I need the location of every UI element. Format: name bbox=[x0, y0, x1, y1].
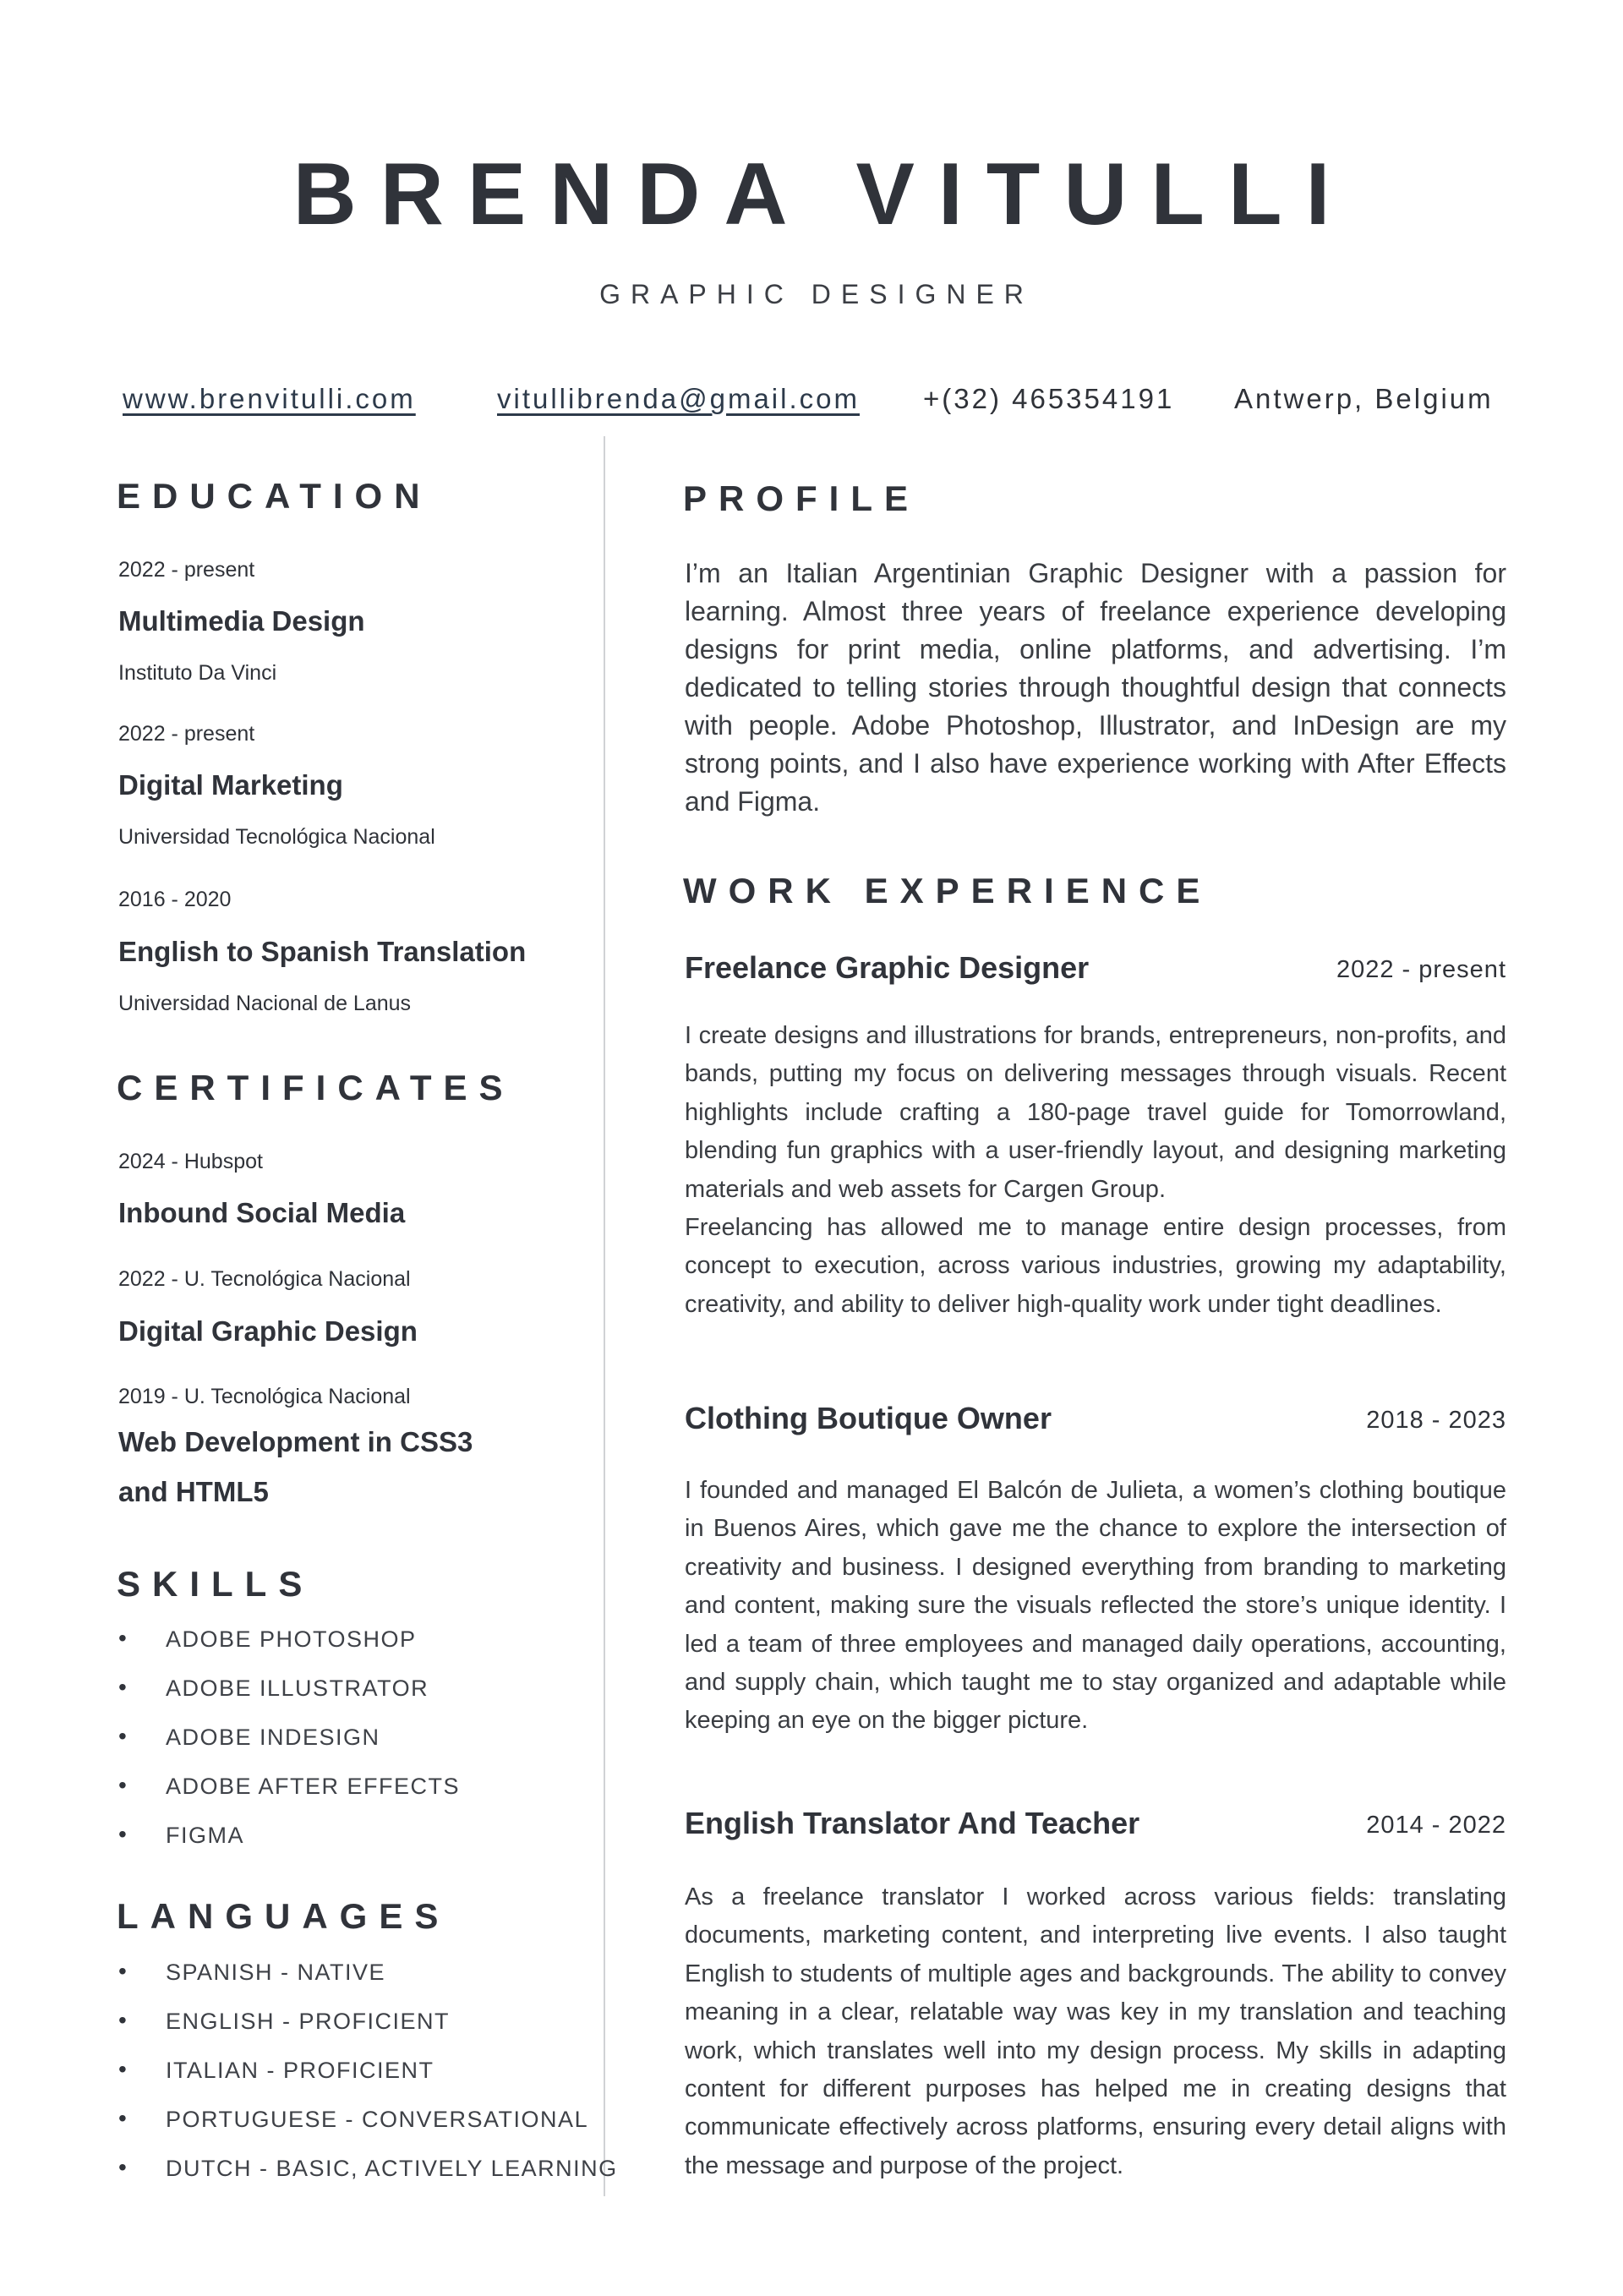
skills-heading: SKILLS bbox=[117, 1564, 314, 1604]
certificate-name: Web Development in CSS3 bbox=[118, 1426, 473, 1457]
list-item: • PORTUGUESE - CONVERSATIONAL bbox=[118, 2108, 618, 2157]
list-item: • ADOBE PHOTOSHOP bbox=[118, 1628, 460, 1677]
column-divider bbox=[604, 436, 605, 2196]
certificate-date: 2024 - Hubspot bbox=[118, 1150, 263, 1173]
certificate-name: and HTML5 bbox=[118, 1476, 269, 1507]
education-date: 2016 - 2020 bbox=[118, 888, 232, 911]
languages-list bbox=[118, 1961, 618, 2206]
job-title: English Translator And Teacher bbox=[685, 1806, 1140, 1840]
education-degree: English to Spanish Translation bbox=[118, 936, 527, 967]
education-degree: Digital Marketing bbox=[118, 769, 343, 801]
job-date: 2022 - present bbox=[1336, 956, 1506, 983]
job-description: Freelancing has allowed me to manage entire design processes, from concept to execution, across various industries, growing my adaptability, creativity, and ability to deliver high-quality work under tight deadlines. bbox=[685, 1214, 1506, 1318]
profile-heading: PROFILE bbox=[683, 478, 921, 518]
work-experience-heading: WORK EXPERIENCE bbox=[683, 871, 1212, 910]
certificate-name: Digital Graphic Design bbox=[118, 1315, 418, 1347]
email-link[interactable]: vitullibrenda@gmail.com bbox=[497, 383, 860, 414]
location: Antwerp, Belgium bbox=[1234, 383, 1494, 414]
list-item: • ADOBE AFTER EFFECTS bbox=[118, 1775, 460, 1824]
certificate-date: 2019 - U. Tecnológica Nacional bbox=[118, 1385, 411, 1408]
job-date: 2014 - 2022 bbox=[1366, 1812, 1506, 1839]
list-item: • SPANISH - NATIVE bbox=[118, 1961, 618, 2010]
certificate-date: 2022 - U. Tecnológica Nacional bbox=[118, 1267, 411, 1291]
list-item: • ENGLISH - PROFICIENT bbox=[118, 2010, 618, 2059]
languages-heading: LANGUAGES bbox=[117, 1896, 451, 1936]
resume-name: BRENDA VITULLI bbox=[292, 145, 1354, 243]
education-date: 2022 - present bbox=[118, 558, 255, 582]
education-institution: Instituto Da Vinci bbox=[118, 661, 277, 685]
job-description: As a freelance translator I worked across various fields: translating documents, marketing content, and interpreting live events. I also taught English to students of multiple ages and backgrounds. The ability to convey meaning in a clear, relatable way was key in my translation and teaching work, which translates well into my design process. My skills in adapting content for different purposes has helped me in creating designs that communicate effectively across platforms, ensuring every detail aligns with the message and purpose of the project. bbox=[685, 1883, 1506, 2179]
job-description: I create designs and illustrations for brands, entrepreneurs, non-profits, and bands, putting my focus on delivering messages through visuals. Recent highlights include crafting a 180-page travel guide for Tomorrowland, blending fun graphics with a user-friendly layout, and designing marketing materials and web assets for Cargen Group. bbox=[685, 1022, 1506, 1203]
list-item: • ITALIAN - PROFICIENT bbox=[118, 2059, 618, 2108]
skills-list bbox=[118, 1628, 460, 1873]
list-item: • ADOBE ILLUSTRATOR bbox=[118, 1677, 460, 1726]
list-item: • DUTCH - BASIC, ACTIVELY LEARNING bbox=[118, 2157, 618, 2206]
education-institution: Universidad Tecnológica Nacional bbox=[118, 825, 435, 849]
website-link[interactable]: www.brenvitulli.com bbox=[123, 383, 416, 414]
education-degree: Multimedia Design bbox=[118, 605, 365, 637]
education-institution: Universidad Nacional de Lanus bbox=[118, 992, 412, 1015]
job-title: Freelance Graphic Designer bbox=[685, 950, 1090, 985]
education-date: 2022 - present bbox=[118, 722, 255, 746]
education-heading: EDUCATION bbox=[117, 476, 432, 516]
phone-number: +(32) 465354191 bbox=[923, 383, 1175, 414]
job-title: Clothing Boutique Owner bbox=[685, 1401, 1052, 1435]
certificates-heading: CERTIFICATES bbox=[117, 1068, 515, 1107]
job-date: 2018 - 2023 bbox=[1366, 1407, 1506, 1434]
list-item: • ADOBE INDESIGN bbox=[118, 1726, 460, 1775]
job-description: I founded and managed El Balcón de Julieta, a women’s clothing boutique in Buenos Aires, which gave me the chance to explore the intersection of creativity and business. I designed everything from branding to marketing and content, making sure the visuals reflected the store’s unique identity. I led a team of three employees and managed daily operations, accounting, and supply chain, which taught me to stay organized and adaptable while keeping an eye on the bigger picture. bbox=[685, 1477, 1506, 1735]
certificate-name: Inbound Social Media bbox=[118, 1197, 406, 1228]
list-item: • FIGMA bbox=[118, 1824, 460, 1873]
profile-text: I’m an Italian Argentinian Graphic Designer with a passion for learning. Almost three years of freelance experience developing designs for print media, online platforms, and advertising. I’m dedicated to telling stories through thoughtful design that connects with people. Adobe Photoshop, Illustrator, and InDesign are my strong points, and I also have experience working with After Effects and Figma. bbox=[685, 558, 1506, 817]
job-role: GRAPHIC DESIGNER bbox=[599, 279, 1034, 309]
